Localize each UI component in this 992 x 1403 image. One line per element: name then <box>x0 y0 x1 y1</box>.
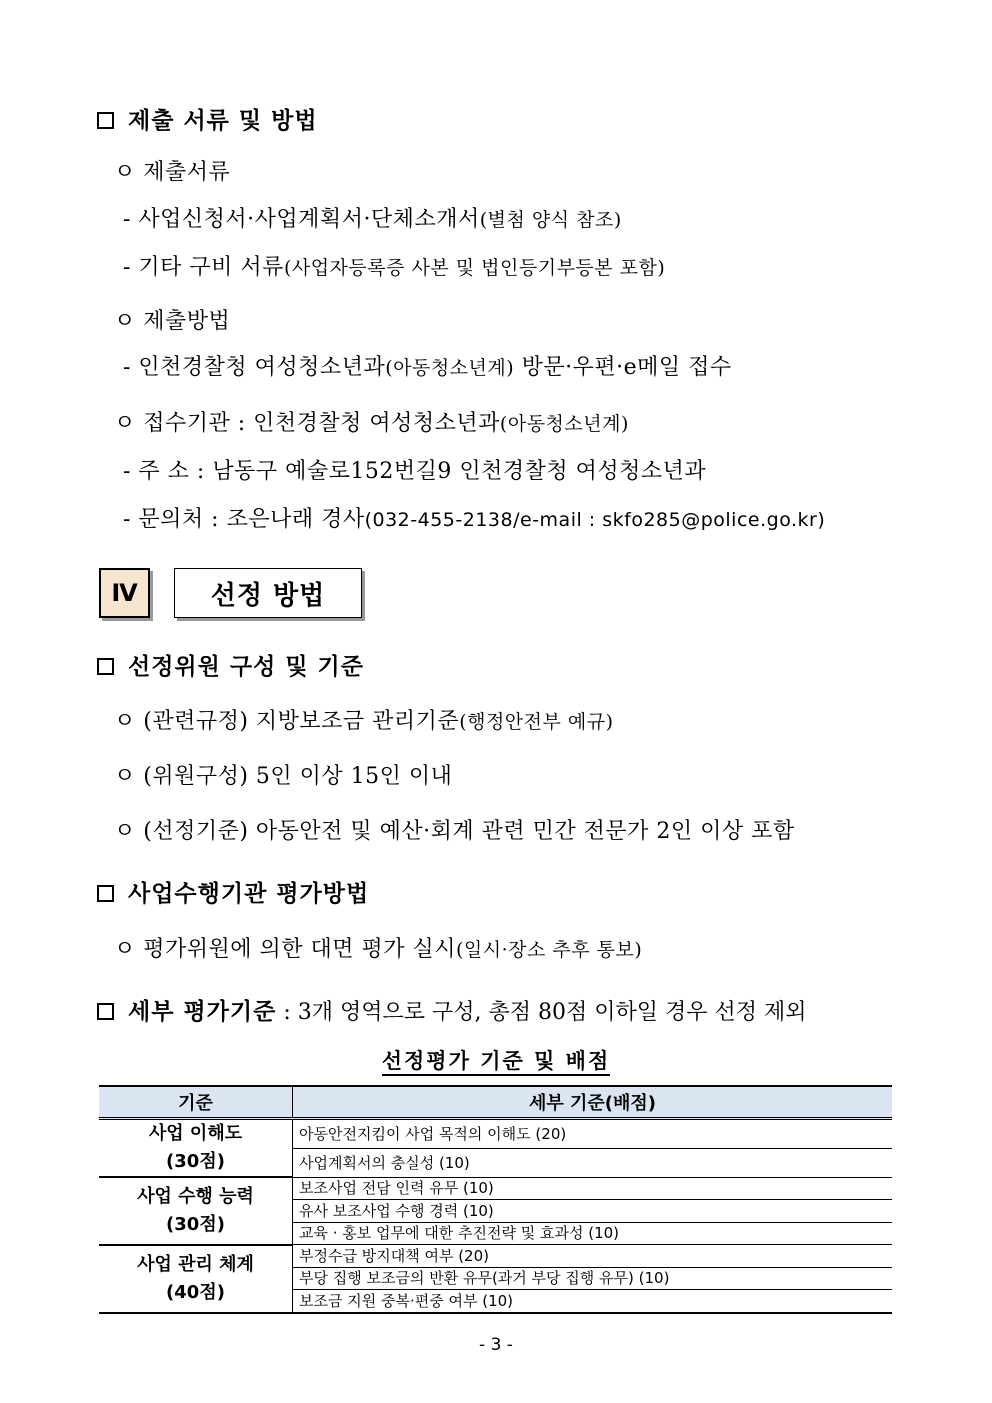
item-contact: - 문의처 : 조은나래 경사(032-455-2138/e-mail : skfo285@police.go.kr) <box>123 507 826 532</box>
checkbox-square-icon <box>97 658 114 675</box>
item-related-rule: ㅇ (관련규정) 지방보조금 관리기준(행정안전부 예규) <box>114 709 614 734</box>
item-submit-docs: ㅇ 제출서류 <box>114 160 231 185</box>
page-number: - 3 - <box>479 1335 513 1355</box>
header-detail: 세부 기준(배점) <box>293 1086 893 1119</box>
item-evaluation: ㅇ 평가위원에 의한 대면 평가 실시(일시·장소 추후 통보) <box>114 937 643 962</box>
checkbox-square-icon <box>97 885 114 902</box>
table-row <box>99 1177 892 1200</box>
criteria-item: 보조금 지원 중복·편중 여부 (10) <box>293 1290 893 1313</box>
criteria-item: 사업계획서의 충실성 (10) <box>293 1148 893 1177</box>
section-title: 선정 방법 <box>174 568 362 618</box>
item-committee-members: ㅇ (위원구성) 5인 이상 15인 이내 <box>114 764 453 789</box>
item-reception-agency: ㅇ 접수기관 : 인천경찰청 여성청소년과(아동청소년계) <box>114 411 629 436</box>
table-header-row <box>99 1086 892 1119</box>
header-criteria: 기준 <box>99 1086 293 1119</box>
item-submit-method: ㅇ 제출방법 <box>114 309 231 334</box>
category-capability: 사업 수행 능력 (30점) <box>99 1177 293 1245</box>
table-caption: 선정평가 기준 및 배점 <box>0 1045 992 1075</box>
table-row <box>99 1119 892 1149</box>
item-doc-other: - 기타 구비 서류(사업자등록증 사본 및 법인등기부등본 포함) <box>123 255 666 280</box>
heading-detail-criteria: 세부 평가기준 : 3개 영역으로 구성, 총점 80점 이하일 경우 선정 제외 <box>97 993 806 1026</box>
heading-evaluation: 사업수행기관 평가방법 <box>97 875 369 908</box>
heading-submit-docs: 제출 서류 및 방법 <box>97 102 318 135</box>
criteria-item: 아동안전지킴이 사업 목적의 이해도 (20) <box>293 1119 893 1149</box>
item-doc-application: - 사업신청서·사업계획서·단체소개서(별첨 양식 참조) <box>123 207 622 232</box>
item-method-visit: - 인천경찰청 여성청소년과(아동청소년계) 방문·우편·e메일 접수 <box>123 355 732 380</box>
checkbox-square-icon <box>97 1003 114 1020</box>
item-address: - 주 소 : 남동구 예술로152번길9 인천경찰청 여성청소년과 <box>123 459 707 484</box>
category-management: 사업 관리 체계 (40점) <box>99 1245 293 1313</box>
criteria-item: 유사 보조사업 수행 경력 (10) <box>293 1200 893 1223</box>
heading-committee: 선정위원 구성 및 기준 <box>97 648 364 681</box>
section-number: Ⅳ <box>99 568 150 618</box>
criteria-item: 교육 · 홍보 업무에 대한 추진전략 및 효과성 (10) <box>293 1222 893 1245</box>
criteria-table <box>99 1085 892 1314</box>
criteria-item: 부정수급 방지대책 여부 (20) <box>293 1245 893 1268</box>
criteria-item: 부당 집행 보조금의 반환 유무(과거 부당 집행 유무) (10) <box>293 1267 893 1290</box>
item-selection-criteria: ㅇ (선정기준) 아동안전 및 예산·회계 관련 민간 전문가 2인 이상 포함 <box>114 819 795 844</box>
criteria-item: 보조사업 전담 인력 유무 (10) <box>293 1177 893 1200</box>
category-understanding: 사업 이해도 (30점) <box>99 1119 293 1178</box>
checkbox-square-icon <box>97 112 114 129</box>
table-row <box>99 1245 892 1268</box>
